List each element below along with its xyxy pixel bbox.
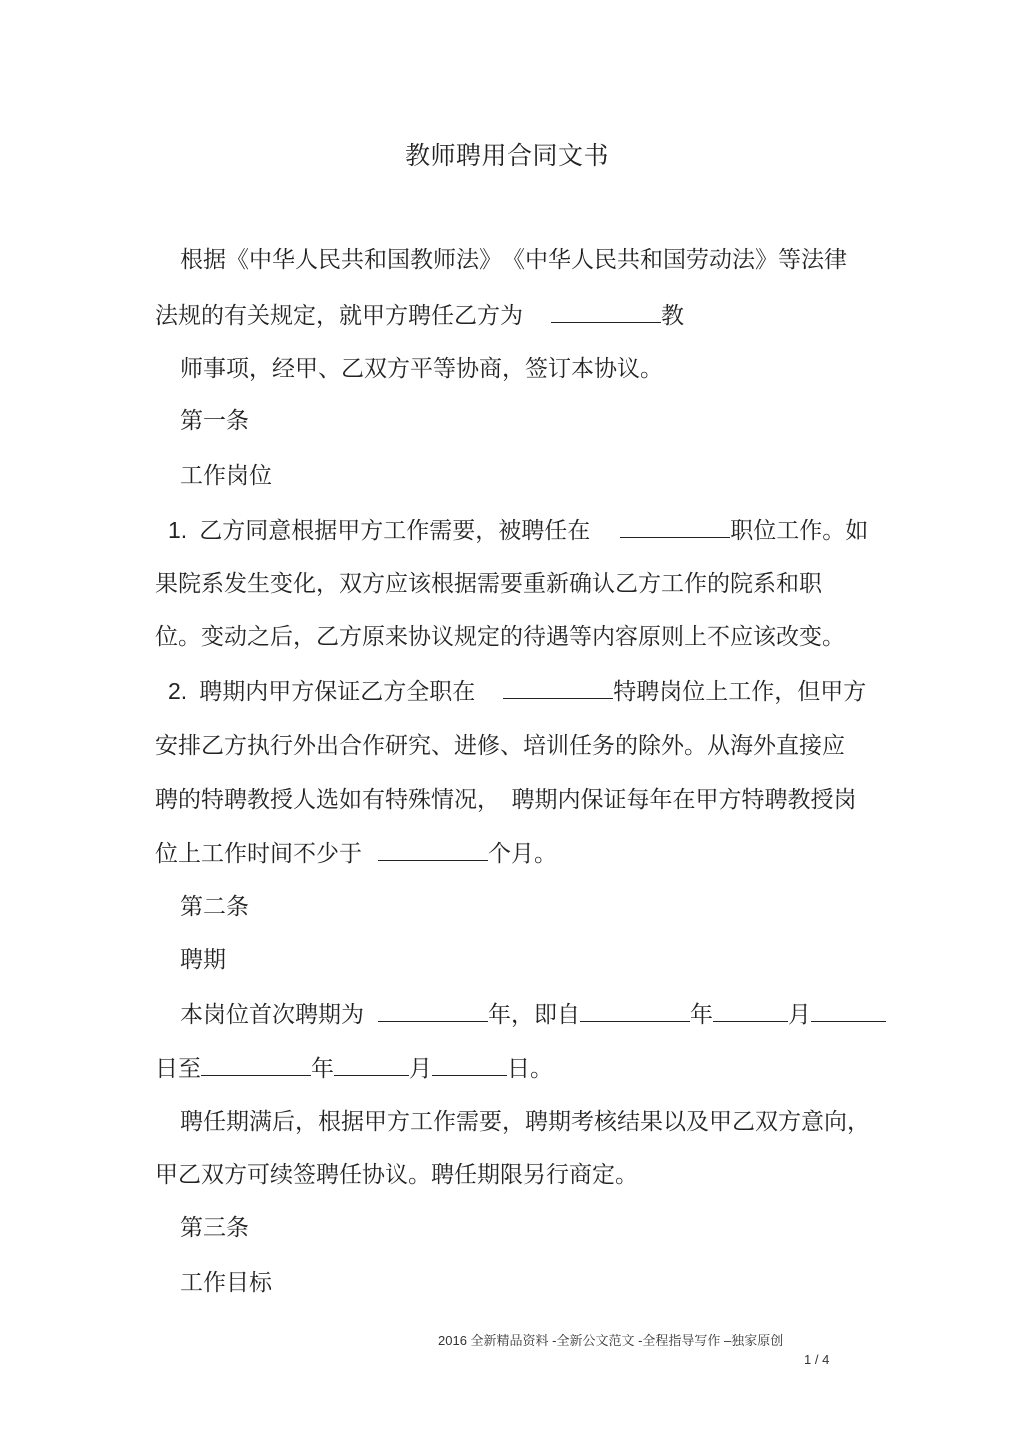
item-2-line-4: [155, 838, 557, 869]
term-line-2-d: 日。: [507, 1056, 553, 1082]
blank-end-month[interactable]: [334, 1053, 409, 1076]
item-2-line-4-end: 个月。: [488, 841, 557, 867]
footer-text: 2016 全新精品资料 -全新公文范文 -全程指导写作 –独家原创: [438, 1333, 784, 1348]
blank-start-month[interactable]: [713, 999, 788, 1022]
page-number: 1 / 4: [804, 1352, 830, 1367]
blank-months-field[interactable]: [378, 838, 488, 861]
blank-start-day[interactable]: [811, 999, 886, 1022]
blank-end-day[interactable]: [432, 1053, 507, 1076]
article-3-heading: 第三条: [180, 1215, 249, 1241]
item-1-text-a: 乙方同意根据甲方工作需要，被聘任在: [199, 518, 591, 544]
term-line-1-b: 年，即自: [488, 1002, 580, 1028]
blank-end-year[interactable]: [201, 1053, 311, 1076]
item-2-line-3: 聘的特聘教授人选如有特殊情况， 聘期内保证每年在甲方特聘教授岗: [155, 787, 857, 813]
item-2-number: 2.: [168, 678, 188, 704]
term-line-1: [180, 999, 886, 1030]
term-line-2: [155, 1053, 553, 1084]
blank-start-year[interactable]: [580, 999, 690, 1022]
item-2-line-2: 安排乙方执行外出合作研究、进修、培训任务的除外。从海外直接应: [155, 733, 845, 759]
renewal-line-2: 甲乙双方可续签聘任协议。聘任期限另行商定。: [155, 1162, 638, 1188]
intro-line-2-text: 法规的有关规定，就甲方聘任乙方为: [155, 303, 523, 329]
intro-line-2: [155, 300, 684, 331]
item-1-text-b: 职位工作。如: [730, 518, 869, 544]
article-3-subheading: 工作目标: [180, 1270, 272, 1296]
blank-position-field[interactable]: [551, 300, 661, 323]
blank-post-field[interactable]: [620, 515, 730, 538]
article-2-subheading: 聘期: [180, 947, 226, 973]
intro-line-2-end: 教: [661, 303, 684, 329]
item-1-line-2: 果院系发生变化，双方应该根据需要重新确认乙方工作的院系和职: [155, 571, 822, 597]
intro-line-3: 师事项，经甲、乙双方平等协商，签订本协议。: [180, 356, 663, 382]
term-line-2-b: 年: [311, 1056, 334, 1082]
item-2-line-1: [168, 676, 866, 707]
document-title: 教师聘用合同文书: [404, 141, 609, 170]
article-2-heading: 第二条: [180, 894, 249, 920]
term-line-1-a: 本岗位首次聘期为: [180, 1002, 364, 1028]
term-line-2-c: 月: [409, 1056, 432, 1082]
item-1-line-3: 位。变动之后，乙方原来协议规定的待遇等内容原则上不应该改变。: [155, 624, 845, 650]
term-line-2-a: 日至: [155, 1056, 201, 1082]
term-line-1-d: 月: [788, 1002, 811, 1028]
article-1-subheading: 工作岗位: [180, 463, 272, 489]
item-2-text-b: 特聘岗位上工作，但甲方: [613, 679, 867, 705]
item-2-line-4-text: 位上工作时间不少于: [155, 841, 362, 867]
blank-term-years[interactable]: [378, 999, 488, 1022]
intro-line-1: 根据《中华人民共和国教师法》 《中华人民共和国劳动法》等法律: [180, 247, 847, 273]
blank-fulltime-field[interactable]: [503, 676, 613, 699]
item-1-line-1: [168, 515, 868, 546]
article-1-heading: 第一条: [180, 408, 249, 434]
item-2-text-a: 聘期内甲方保证乙方全职在: [199, 679, 476, 705]
term-line-1-c: 年: [690, 1002, 713, 1028]
item-1-number: 1.: [168, 517, 188, 543]
renewal-line-1: 聘任期满后，根据甲方工作需要，聘期考核结果以及甲乙双方意向，: [180, 1109, 870, 1135]
